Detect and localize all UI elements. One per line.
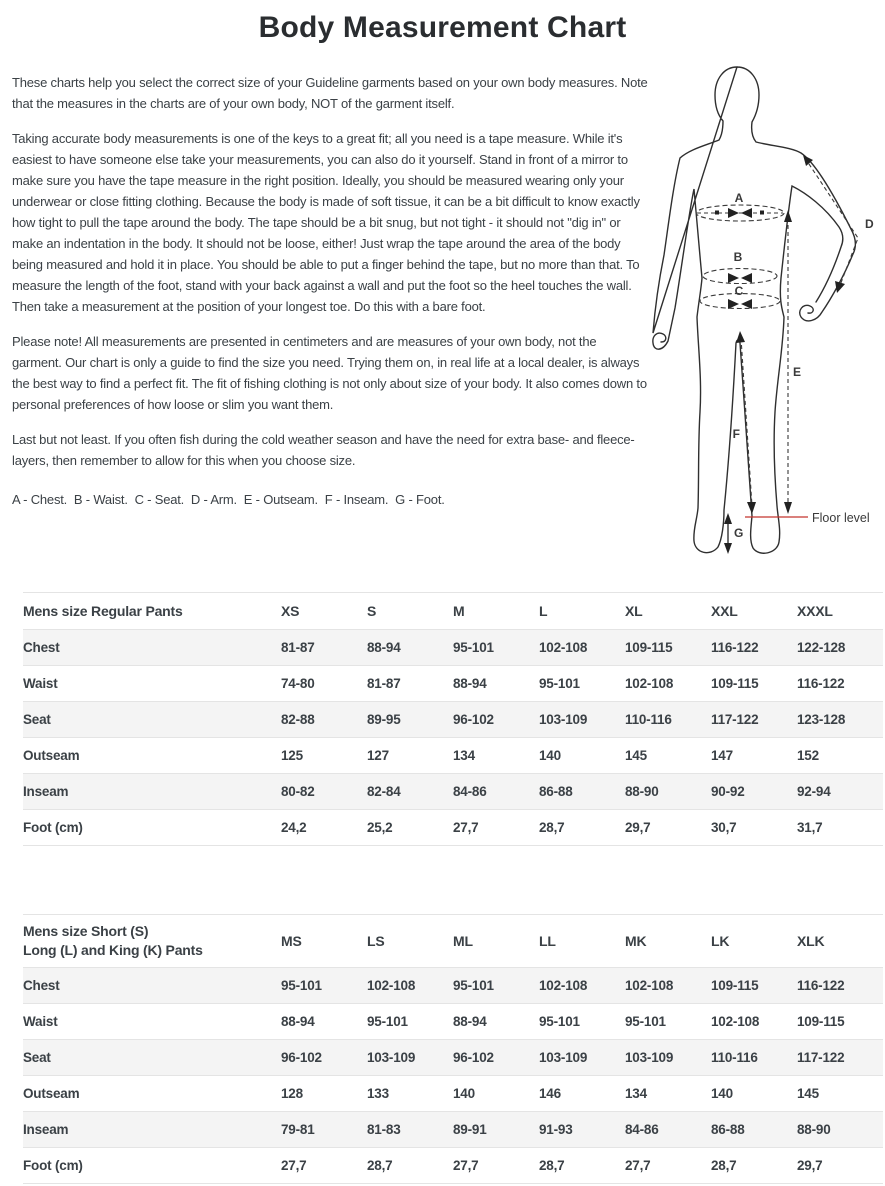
measurement-cell: 109-115 — [625, 630, 711, 666]
measurement-cell: 89-95 — [367, 702, 453, 738]
arrow-icon — [724, 513, 732, 524]
measurement-cell: 90-92 — [711, 774, 797, 810]
measurement-cell: 86-88 — [539, 774, 625, 810]
intro-text-block — [12, 72, 648, 592]
measurement-cell: 103-109 — [367, 1040, 453, 1076]
measurement-cell: 95-101 — [539, 666, 625, 702]
measurement-cell: 103-109 — [539, 702, 625, 738]
measurement-cell: 88-90 — [797, 1112, 883, 1148]
measurement-cell: 84-86 — [453, 774, 539, 810]
measurement-cell: 82-84 — [367, 774, 453, 810]
column-header: LK — [711, 915, 797, 968]
measurement-cell: 92-94 — [797, 774, 883, 810]
measurement-cell: 133 — [367, 1076, 453, 1112]
measurement-cell: 89-91 — [453, 1112, 539, 1148]
row-label: Outseam — [23, 738, 281, 774]
column-header: ML — [453, 915, 539, 968]
arrow-icon — [728, 299, 739, 309]
measurement-cell: 109-115 — [711, 968, 797, 1004]
measurement-cell: 134 — [453, 738, 539, 774]
measurement-label-g: G — [734, 526, 744, 540]
column-header: LS — [367, 915, 453, 968]
measurement-cell: 88-94 — [453, 666, 539, 702]
row-label: Foot (cm) — [23, 1148, 281, 1184]
measurement-cell: 81-87 — [367, 666, 453, 702]
row-label: Chest — [23, 968, 281, 1004]
measurement-cell: 29,7 — [625, 810, 711, 846]
page-title: Body Measurement Chart — [258, 11, 627, 44]
intro-paragraph: Please note! All measurements are presented in centimeters and are measures of your own body, not the garment. Our chart is only a guide to find the size you need. Trying them on, in real life at a local dealer, is always the best way to find a perfect fit. The fit of fishing clothing is not only about size of your body. It also comes down to personal preferences of how loose or slim you want them. — [12, 334, 647, 412]
measurement-label-f: F — [732, 427, 740, 441]
table-row — [23, 1076, 883, 1112]
arrow-icon — [784, 502, 792, 514]
measurement-cell: 96-102 — [453, 702, 539, 738]
measurement-cell: 95-101 — [367, 1004, 453, 1040]
measurement-cell: 110-116 — [625, 702, 711, 738]
measurement-cell: 25,2 — [367, 810, 453, 846]
arrow-icon — [741, 299, 752, 309]
measurement-cell: 103-109 — [625, 1040, 711, 1076]
arrow-icon — [747, 502, 756, 514]
row-label: Seat — [23, 1040, 281, 1076]
measurement-cell: 24,2 — [281, 810, 367, 846]
chest-dot — [760, 211, 764, 215]
row-label: Inseam — [23, 1112, 281, 1148]
measurement-cell: 128 — [281, 1076, 367, 1112]
measurement-cell: 145 — [625, 738, 711, 774]
measurement-cell: 91-93 — [539, 1112, 625, 1148]
measurement-cell: 123-128 — [797, 702, 883, 738]
measurement-cell: 134 — [625, 1076, 711, 1112]
measurement-cell: 140 — [711, 1076, 797, 1112]
table-row — [23, 810, 883, 846]
measurement-cell: 81-87 — [281, 630, 367, 666]
measurement-label-e: E — [793, 365, 802, 379]
table-header-row — [23, 915, 883, 968]
measurement-label-a: A — [734, 191, 744, 205]
measurement-cell: 116-122 — [797, 666, 883, 702]
measurement-cell: 102-108 — [367, 968, 453, 1004]
column-header: MK — [625, 915, 711, 968]
row-label: Waist — [23, 666, 281, 702]
arrow-icon — [784, 210, 792, 222]
measurement-cell: 27,7 — [453, 810, 539, 846]
arrow-icon — [803, 155, 813, 166]
size-table-short-long-king — [23, 914, 883, 1184]
table-row — [23, 702, 883, 738]
measurement-cell: 102-108 — [625, 666, 711, 702]
measurement-cell: 95-101 — [625, 1004, 711, 1040]
table-header-row — [23, 593, 883, 630]
intro-paragraph: Taking accurate body measurements is one of the keys to a great fit; all you need is a tape measure. While it's easiest to have someone else take your measurements, you can also do it yourself. Stand in front of a mirror to make sure you have the tape measure in the right position. Ideally, you should be measured wearing only your underwear or close fitting clothing. Because the body is made of soft tissue, it can be a bit difficult to know exactly how tight to pull the tape around the body. The tape should be a bit snug, but not tight - it should not "dig in" or make an indentation in the body. It should not be loose, either! Just wrap the tape around the area of the body being measured and hold it in place. You should be able to put a finger behind the tape, but no more than that. To measure the length of the foot, stand with your back against a wall and put the foot so the heel touches the wall. Then take a measurement at the position of your longest toe. Do this with a bare foot. — [12, 131, 640, 314]
measurement-cell: 96-102 — [281, 1040, 367, 1076]
measurement-cell: 102-108 — [539, 630, 625, 666]
measurement-cell: 84-86 — [625, 1112, 711, 1148]
measurement-cell: 95-101 — [453, 968, 539, 1004]
measurement-cell: 109-115 — [711, 666, 797, 702]
size-legend: A - Chest. B - Waist. C - Seat. D - Arm. E - Outseam. F - Inseam. G - Foot. — [12, 492, 445, 507]
row-label: Chest — [23, 630, 281, 666]
intro-paragraph: Last but not least. If you often fish during the cold weather season and have the need for extra base- and fleece-layers, then remember to allow for this when you choose size. — [12, 432, 635, 468]
column-header: XLK — [797, 915, 883, 968]
row-label: Outseam — [23, 1076, 281, 1112]
measurement-cell: 27,7 — [625, 1148, 711, 1184]
table-row — [23, 1004, 883, 1040]
inseam-measure-line — [741, 338, 752, 506]
measurement-cell: 79-81 — [281, 1112, 367, 1148]
measurement-cell: 88-90 — [625, 774, 711, 810]
table-row — [23, 968, 883, 1004]
measurement-cell: 127 — [367, 738, 453, 774]
column-header: XXL — [711, 593, 797, 630]
row-label: Inseam — [23, 774, 281, 810]
arrow-icon — [835, 281, 845, 293]
arrow-icon — [724, 543, 732, 554]
column-header: S — [367, 593, 453, 630]
column-header: M — [453, 593, 539, 630]
measurement-label-d: D — [865, 217, 874, 231]
arm-measure-line — [805, 158, 858, 288]
chest-dot — [715, 211, 719, 215]
waist-measure-line — [703, 269, 777, 284]
measurement-label-b: B — [733, 250, 743, 264]
intro-paragraph: These charts help you select the correct size of your Guideline garments based on your own body measures. Note that the measures in the charts are of your own body, NOT of the garment itself. — [12, 75, 648, 111]
measurement-cell: 147 — [711, 738, 797, 774]
table-row — [23, 666, 883, 702]
arrow-icon — [741, 208, 752, 218]
size-table-regular — [23, 592, 883, 846]
measurement-cell: 27,7 — [281, 1148, 367, 1184]
arrow-icon — [736, 331, 745, 343]
arrow-icon — [741, 273, 752, 283]
column-header: LL — [539, 915, 625, 968]
measurement-cell: 96-102 — [453, 1040, 539, 1076]
measurement-cell: 125 — [281, 738, 367, 774]
row-label: Seat — [23, 702, 281, 738]
measurement-cell: 86-88 — [711, 1112, 797, 1148]
measurement-cell: 117-122 — [797, 1040, 883, 1076]
measurement-cell: 95-101 — [281, 968, 367, 1004]
table-row — [23, 738, 883, 774]
measurement-cell: 74-80 — [281, 666, 367, 702]
arrow-icon — [728, 208, 739, 218]
measurement-cell: 102-108 — [539, 968, 625, 1004]
measurement-label-c: C — [734, 284, 744, 298]
measurement-cell: 116-122 — [797, 968, 883, 1004]
table-row — [23, 1112, 883, 1148]
measurement-cell: 146 — [539, 1076, 625, 1112]
column-header: XS — [281, 593, 367, 630]
body-diagram — [640, 50, 885, 580]
measurement-cell: 152 — [797, 738, 883, 774]
measurement-cell: 30,7 — [711, 810, 797, 846]
row-label: Foot (cm) — [23, 810, 281, 846]
measurement-cell: 88-94 — [367, 630, 453, 666]
measurement-cell: 95-101 — [453, 630, 539, 666]
measurement-cell: 82-88 — [281, 702, 367, 738]
measurement-cell: 31,7 — [797, 810, 883, 846]
arrow-icon — [728, 273, 739, 283]
measurement-cell: 80-82 — [281, 774, 367, 810]
measurement-cell: 103-109 — [539, 1040, 625, 1076]
column-header: XL — [625, 593, 711, 630]
table-row — [23, 774, 883, 810]
measurement-cell: 110-116 — [711, 1040, 797, 1076]
column-header: MS — [281, 915, 367, 968]
table-row — [23, 1148, 883, 1184]
floor-level-label: Floor level — [812, 511, 870, 525]
table-row — [23, 1040, 883, 1076]
measurement-cell: 28,7 — [539, 1148, 625, 1184]
measurement-cell: 95-101 — [539, 1004, 625, 1040]
table-title: Mens size Regular Pants — [23, 593, 281, 630]
measurement-cell: 109-115 — [797, 1004, 883, 1040]
measurement-cell: 27,7 — [453, 1148, 539, 1184]
measurement-cell: 140 — [453, 1076, 539, 1112]
measurement-cell: 28,7 — [539, 810, 625, 846]
measurement-cell: 116-122 — [711, 630, 797, 666]
column-header: XXXL — [797, 593, 883, 630]
size-tables-section — [0, 592, 885, 1184]
measurement-cell: 28,7 — [711, 1148, 797, 1184]
measurement-cell: 81-83 — [367, 1112, 453, 1148]
row-label: Waist — [23, 1004, 281, 1040]
measurement-cell: 28,7 — [367, 1148, 453, 1184]
table-title: Mens size Short (S) Long (L) and King (K) Pants — [23, 915, 281, 968]
measurement-cell: 88-94 — [281, 1004, 367, 1040]
table-row — [23, 630, 883, 666]
measurement-cell: 102-108 — [625, 968, 711, 1004]
body-outline — [653, 67, 856, 553]
measurement-cell: 122-128 — [797, 630, 883, 666]
measurement-cell: 88-94 — [453, 1004, 539, 1040]
measurement-cell: 145 — [797, 1076, 883, 1112]
column-header: L — [539, 593, 625, 630]
measurement-cell: 140 — [539, 738, 625, 774]
measurement-cell: 102-108 — [711, 1004, 797, 1040]
measurement-cell: 117-122 — [711, 702, 797, 738]
measurement-cell: 29,7 — [797, 1148, 883, 1184]
